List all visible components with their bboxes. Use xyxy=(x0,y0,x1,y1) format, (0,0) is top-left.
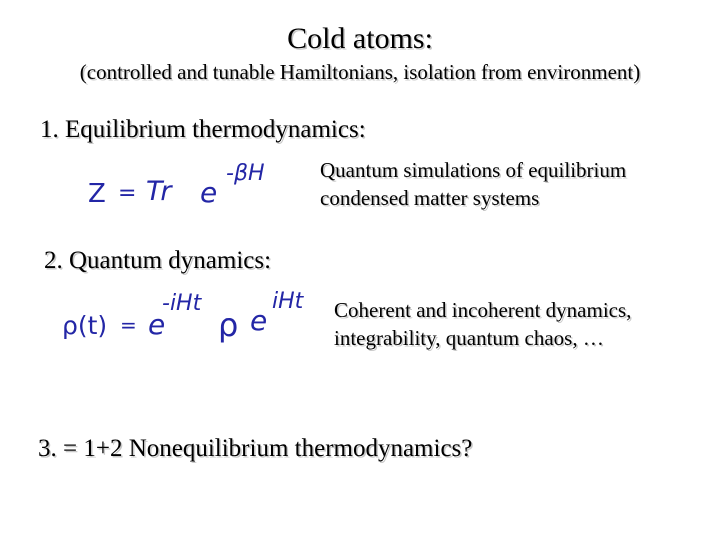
eq2-left-exponent: -iHt xyxy=(162,291,202,316)
item-1-description-line: condensed matter systems xyxy=(320,186,540,210)
eq2-lhs: ρ(t) xyxy=(62,311,108,340)
item-2-description-line: Coherent and incoherent dynamics, xyxy=(334,298,632,322)
eq1-equals: = xyxy=(118,181,137,206)
eq1-base: e xyxy=(200,176,218,209)
item-2-heading: 2. Quantum dynamics: xyxy=(44,247,272,274)
item-1-description xyxy=(320,156,626,212)
item-2-description xyxy=(334,296,631,352)
eq1-exponent: -βH xyxy=(226,161,265,186)
eq1-trace: Tr xyxy=(146,176,172,207)
item-1-description-line: Quantum simulations of equilibrium xyxy=(320,158,627,182)
eq2-equals: = xyxy=(120,313,137,337)
time-evolution-equation xyxy=(58,284,330,358)
eq2-operator: ρ xyxy=(218,306,239,344)
eq2-left-base: e xyxy=(148,308,166,341)
slide-subtitle: (controlled and tunable Hamiltonians, isolation from environment) xyxy=(79,60,641,84)
eq2-right-exponent: iHt xyxy=(272,289,304,314)
item-1-heading: 1. Equilibrium thermodynamics: xyxy=(40,116,366,143)
eq1-lhs: Z xyxy=(88,179,106,209)
eq2-right-base: e xyxy=(250,304,268,337)
slide-title: Cold atoms: xyxy=(287,22,433,55)
partition-function-equation xyxy=(84,156,314,212)
item-2-description-line: integrability, quantum chaos, … xyxy=(334,326,604,350)
item-3-heading: 3. = 1+2 Nonequilibrium thermodynamics? xyxy=(38,435,473,462)
